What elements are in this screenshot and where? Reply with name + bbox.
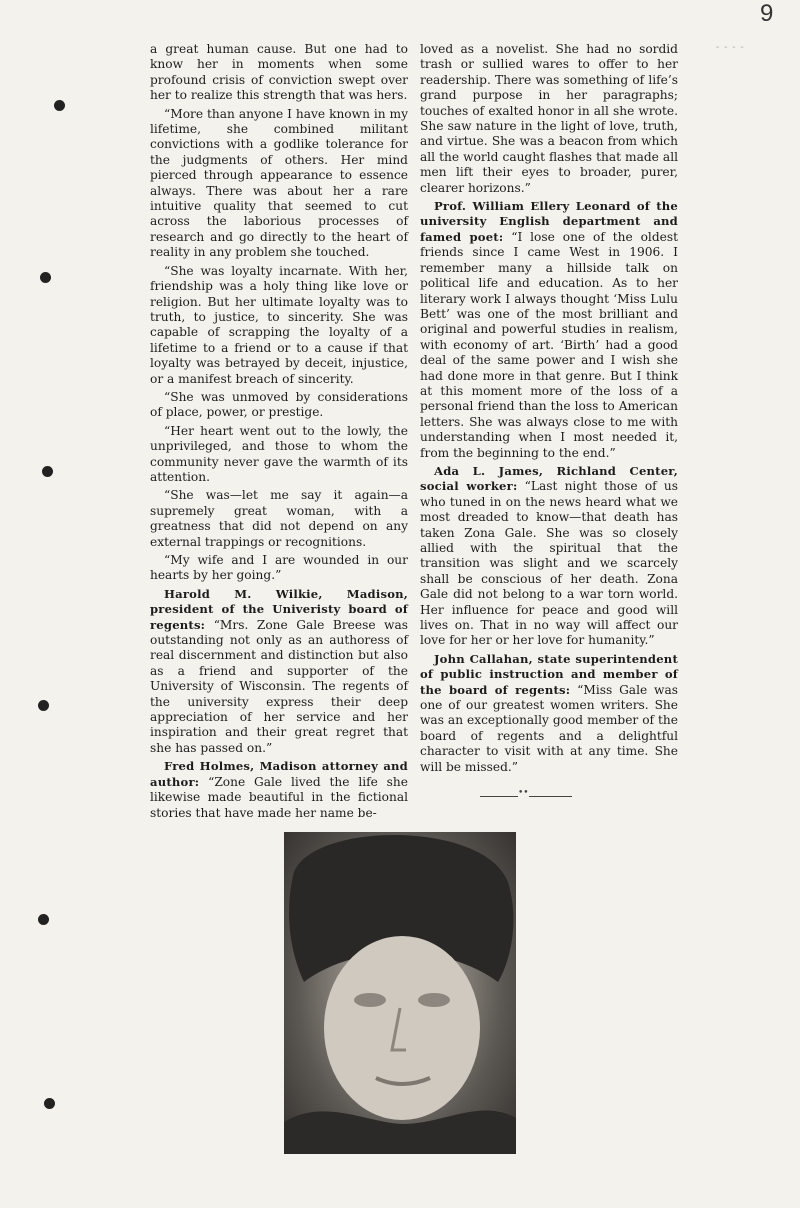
pencil-note: ‐ ‐ ‐ ‐ [716,42,745,53]
speaker-name: Fred Holmes, Madison attorney and author: [150,759,408,789]
article-paragraph: “She was unmoved by considerations of place, power, or prestige. [150,389,408,420]
article-paragraph: “More than anyone I have known in my lifetime, she combined militant convictions with a godlike tolerance for the judgments of others. Her mind pierced through appearance to essence always. There was about her a rare intuitive quality that seemed to cut across the laborious processes of research and go directly to the heart of reality in any problem she touched. [150,106,408,260]
portrait-photo [284,832,516,1154]
binder-hole [38,914,49,925]
article-paragraph: “She was loyalty incarnate. With her, friendship was a holy thing like love or religion. But her ultimate loyalty was to truth, to justice, to sincerity. She was capable of scrapping the loyalty of a lifetime to a friend or to a cause if that loyalty was betrayed by deceit, injustice, or a manifest breach of sincerity. [150,263,408,386]
binder-hole [38,700,49,711]
speaker-name: Prof. William Ellery Leonard of the university English department and famed poet: [420,199,678,244]
tribute-paragraph [150,587,408,756]
article-column-right [420,42,678,778]
binder-hole [44,1098,55,1109]
tribute-text: “Last night those of us who tuned in on the news heard what we most dreaded to know—that death has taken Zona Gale. She was so closely allied with the spiritual that the transition was slight and we scarcely shall be conscious of her death. Zona Gale did not belong to a war torn world. Her influence for peace and good will lives on. That in no way will affect our love for her or her love for humanity.” [420,479,678,648]
article-paragraph-continued: a great human cause. But one had to know her in moments when some profound crisis of conviction swept over her to realize this strength that was hers. [150,42,408,103]
tribute-paragraph [150,759,408,821]
tribute-paragraph [420,652,678,775]
tribute-paragraph [420,199,678,461]
article-paragraph: “My wife and I are wounded in our hearts by her going.” [150,553,408,583]
tribute-text: “Miss Gale was one of our greatest women writers. She was an exceptionally good member of the board of regents and a delightful character to visit with at any time. She will be missed.” [420,682,678,774]
article-column-left [150,42,408,824]
tribute-text: “I lose one of the oldest friends since I came West in 1906. I remember many a hillside talk on political life and education. As to her literary work I always thought ‘Miss Lulu Bett’ was one of the most brilliant and original and powerful studies in realism, with economy of art. ‘Birth’ had a good deal of the same power and I wish she had done more in that genre. But I think at this moment more of the loss of a personal friend than the loss to American letters. She was always close to me with understanding when I most needed it, from the beginning to the end.” [420,229,678,460]
tribute-paragraph [420,464,678,649]
speaker-name: John Callahan, state superintendent of public instruction and member of the board of regents: [420,651,678,697]
speaker-name: Harold M. Wilkie, Madison, president of the Univeristy board of regents: [150,586,408,632]
tribute-text: “Mrs. Zone Gale Breese was outstanding not only as an authoress of real discernment and distinction but also as a friend and supporter of the University of Wisconsin. The regents of the university express their deep appreciation of her service and her inspiration and their great regret that she has passed on.” [150,617,408,755]
article-paragraph: “She was—let me say it again—a supremely great woman, with a greatness that did not depend on any external trappings or recognitions. [150,488,408,549]
article-paragraph-continued: loved as a novelist. She had no sordid trash or sullied wares to offer to her readership. There was something of life’s grand purpose in her paragraphs; touches of exalted honor in all she wrote. She saw nature in the light of love, truth, and virtue. She was a beacon from which all the world caught flashes that made all men lift their eyes to broader, purer, clearer horizons.” [420,42,678,195]
article-paragraph: “Her heart went out to the lowly, the unprivileged, and those to whom the community never gave the warmth of its attention. [150,423,408,484]
page-number: 9 [760,0,774,27]
binder-hole [42,466,53,477]
end-rule [480,796,572,797]
binder-hole [40,272,51,283]
tribute-text: “Zone Gale lived the life she likewise made beautiful in the fictional stories that have made her name be- [150,774,408,820]
binder-hole [54,100,65,111]
speaker-name: Ada L. James, Richland Center, social worker: [420,463,678,494]
